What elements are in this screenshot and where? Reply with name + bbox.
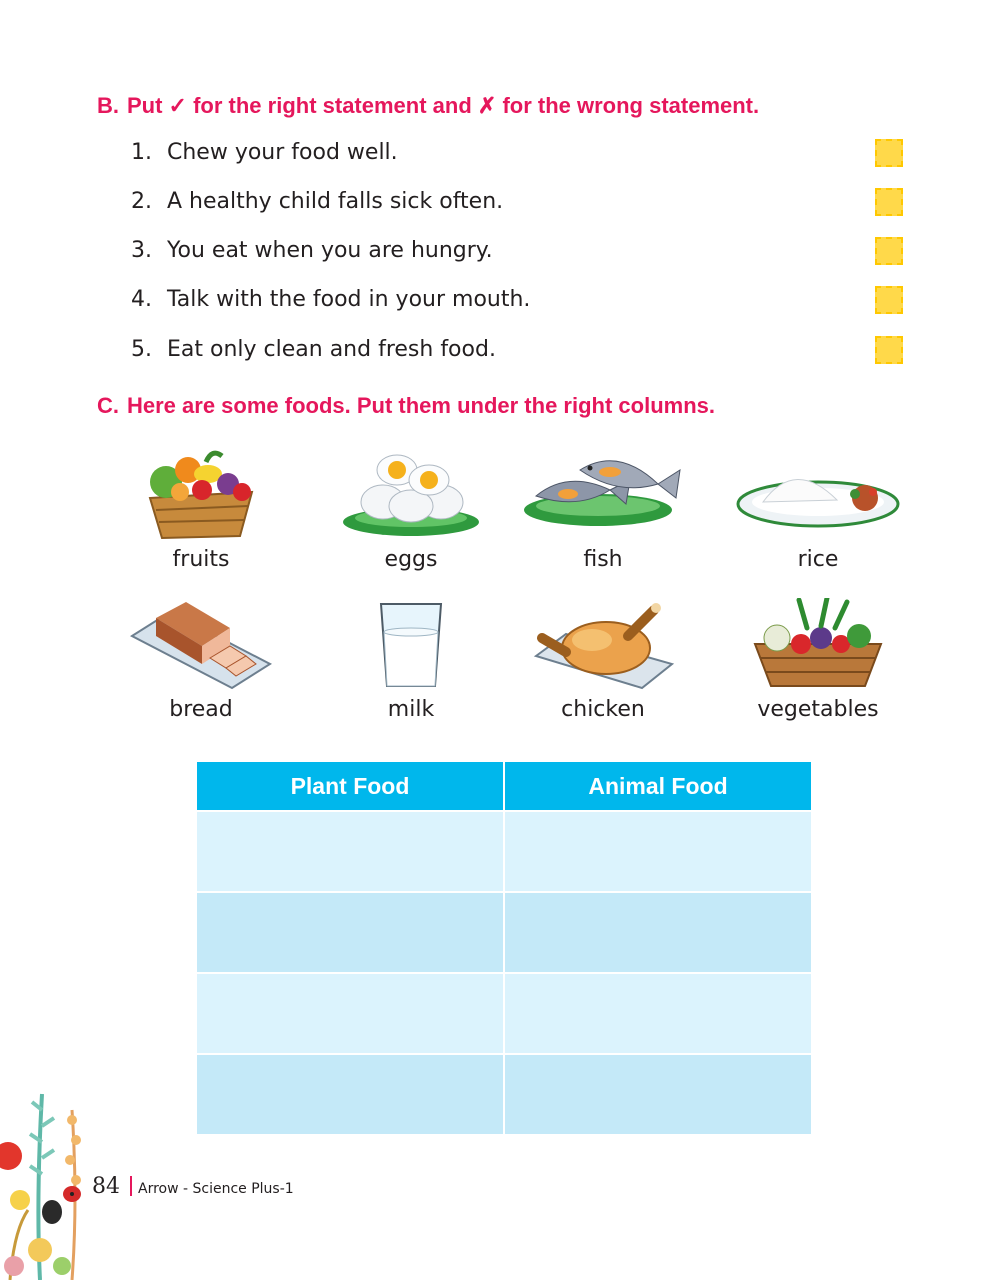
answer-box[interactable] bbox=[875, 336, 903, 364]
statement-text: Chew your food well. bbox=[167, 140, 398, 165]
fruit-basket-icon bbox=[136, 440, 266, 540]
table-row bbox=[197, 1053, 811, 1134]
table-row bbox=[197, 891, 811, 972]
section-c-letter: C. bbox=[97, 393, 119, 418]
food-item-milk[interactable] bbox=[316, 598, 506, 724]
food-label: milk bbox=[387, 697, 435, 722]
statement-number: 3. bbox=[131, 238, 152, 263]
answer-box[interactable] bbox=[875, 237, 903, 265]
plant-food-cell[interactable] bbox=[197, 1053, 503, 1134]
food-item-bread[interactable] bbox=[106, 598, 296, 724]
statement-5 bbox=[131, 335, 911, 365]
food-label: vegetables bbox=[757, 697, 879, 722]
food-item-fruits[interactable] bbox=[106, 440, 296, 574]
food-label: fruits bbox=[172, 547, 230, 572]
plant-food-header: Plant Food bbox=[197, 762, 503, 810]
statement-2 bbox=[131, 187, 911, 217]
table-row bbox=[197, 810, 811, 891]
food-item-vegetables[interactable] bbox=[723, 598, 913, 724]
animal-food-header: Animal Food bbox=[505, 762, 811, 810]
milk-glass-icon bbox=[371, 598, 451, 690]
statement-3 bbox=[131, 236, 911, 266]
food-label: chicken bbox=[561, 697, 645, 722]
food-sorting-table bbox=[195, 762, 813, 1134]
plant-food-cell[interactable] bbox=[197, 972, 503, 1053]
animal-food-cell[interactable] bbox=[505, 891, 811, 972]
section-b-heading bbox=[97, 93, 759, 119]
statement-text: A healthy child falls sick often. bbox=[167, 189, 504, 214]
statement-number: 1. bbox=[131, 140, 152, 165]
section-c-title: Here are some foods. Put them under the right columns. bbox=[127, 393, 715, 418]
answer-box[interactable] bbox=[875, 139, 903, 167]
statement-number: 5. bbox=[131, 337, 152, 362]
statement-4 bbox=[131, 285, 911, 315]
answer-box[interactable] bbox=[875, 286, 903, 314]
eggs-icon bbox=[341, 440, 481, 540]
animal-food-cell[interactable] bbox=[505, 810, 811, 891]
plant-food-cell[interactable] bbox=[197, 810, 503, 891]
page-number: 84 bbox=[92, 1174, 120, 1199]
food-label: fish bbox=[583, 547, 623, 572]
book-title: Arrow - Science Plus-1 bbox=[138, 1181, 294, 1197]
animal-food-cell[interactable] bbox=[505, 1053, 811, 1134]
section-c-heading bbox=[97, 393, 715, 419]
plant-food-cell[interactable] bbox=[197, 891, 503, 972]
table-row bbox=[197, 972, 811, 1053]
food-label: rice bbox=[797, 547, 839, 572]
vegetable-basket-icon bbox=[743, 598, 893, 690]
food-item-fish[interactable] bbox=[508, 440, 698, 574]
food-label: bread bbox=[169, 697, 233, 722]
roast-chicken-icon bbox=[528, 598, 678, 690]
section-b-title: Put ✓ for the right statement and ✗ for the wrong statement. bbox=[127, 93, 760, 118]
animal-food-cell[interactable] bbox=[505, 972, 811, 1053]
statement-1 bbox=[131, 138, 911, 168]
bread-loaf-icon bbox=[126, 598, 276, 690]
food-item-rice[interactable] bbox=[723, 440, 913, 574]
footer-divider bbox=[130, 1176, 132, 1196]
food-item-eggs[interactable] bbox=[316, 440, 506, 574]
fish-icon bbox=[518, 440, 688, 540]
rice-plate-icon bbox=[733, 440, 903, 540]
statement-text: You eat when you are hungry. bbox=[167, 238, 493, 263]
food-label: eggs bbox=[384, 547, 438, 572]
page-footer bbox=[92, 1174, 294, 1199]
section-b-letter: B. bbox=[97, 93, 119, 118]
statement-number: 2. bbox=[131, 189, 152, 214]
food-item-chicken[interactable] bbox=[508, 598, 698, 724]
statement-text: Talk with the food in your mouth. bbox=[167, 287, 531, 312]
answer-box[interactable] bbox=[875, 188, 903, 216]
statement-text: Eat only clean and fresh food. bbox=[167, 337, 496, 362]
statement-number: 4. bbox=[131, 287, 152, 312]
